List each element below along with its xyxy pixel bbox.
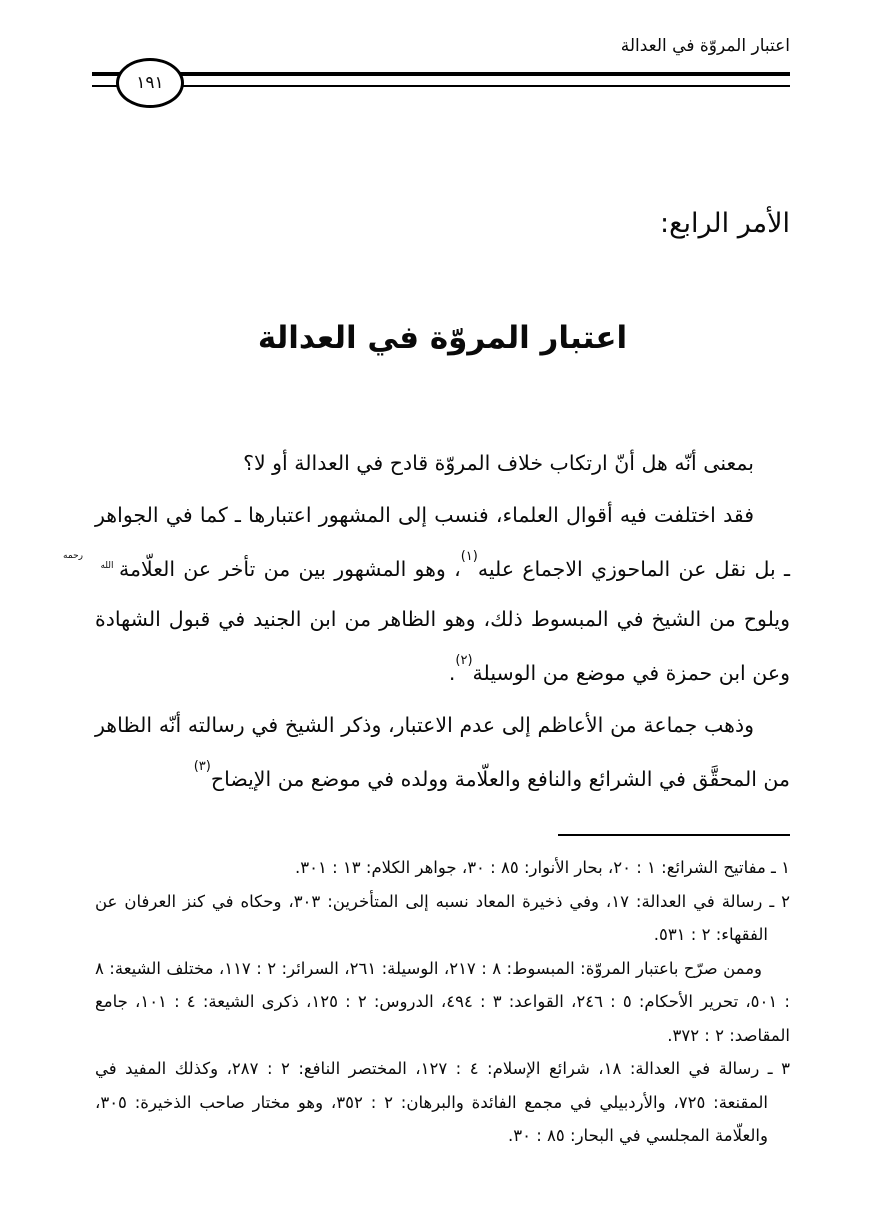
footnote-3: ٣ ـ رسالة في العدالة: ١٨، شرائع الإسلام: ٤ : ١٢٧، المختصر النافع: ٢ : ٢٨٧، وكذلك المفيد في المقنعة: ٧٢٥، والأردبيلي في مجمع الفائدة والبرهان: ٢ : ٣٥٢، وهو مختار صاحب الذخيرة: ٣٠٥، والعلّامة المجلسي في البحار: ٨٥ : ٣٠. [95, 1059, 790, 1145]
footnote-marker-1: (١) [460, 549, 478, 564]
page-title: اعتبار المروّة في العدالة [257, 320, 628, 356]
footnote-2-continuation: وممن صرّح باعتبار المروّة: المبسوط: ٨ : ٢١٧، الوسيلة: ٢٦١، السرائر: ٢ : ١١٧، مختلف الشيعة: ٨ : ٥٠١، تحرير الأحكام: ٥ : ٢٤٦، القواعد: ٣ : ٤٩٤، الدروس: ٢ : ١٢٥، ذكرى الشيعة: ٤ : ١٠١، جامع المقاصد: ٢ : ٣٧٢. [95, 958, 790, 1045]
body-text [63, 438, 790, 803]
rahimahullah-symbol: رحمه الله [63, 550, 114, 571]
footnote-separator [558, 834, 790, 836]
page-number-badge [116, 58, 184, 108]
footnote-marker-2: (٢) [455, 652, 473, 668]
footnote-marker-3: (٣) [193, 758, 211, 774]
page-number: ١٩١ [136, 73, 164, 93]
header-rule-thick [92, 72, 790, 76]
footnotes-block [95, 851, 790, 1153]
paragraph-2: فقد اختلفت فيه أقوال العلماء، فنسب إلى المشهور اعتبارها ـ كما في الجواهر ـ بل نقل عن الماحوزي الاجماع عليه$^{(١)}$، وهو المشهور بين من تأخر عن العلّامةرحمه الله ويلوح من الشيخ في المبسوط ذلك، وهو الظاهر من ابن الجنيد في قبول الشهادة وعن ابن حمزة في موضع من الوسيلة$^{(٢)}$. [63, 503, 790, 685]
footnote-2: ٢ ـ رسالة في العدالة: ١٧، وفي ذخيرة المعاد نسبه إلى المتأخرين: ٣٠٣، وحكاه في كنز العرفان عن الفقهاء: ٢ : ٥٣١. [95, 891, 790, 944]
header-rule-thin [92, 85, 790, 87]
footnote-1: ١ ـ مفاتيح الشرائع: ١ : ٢٠، بحار الأنوار: ٨٥ : ٣٠، جواهر الكلام: ١٣ : ٣٠١. [295, 858, 790, 877]
section-label: الأمر الرابع: [660, 208, 790, 239]
paragraph-1: بمعنى أنّه هل أنّ ارتكاب خلاف المروّة قادح في العدالة أو لا؟ [243, 451, 754, 475]
running-title: اعتبار المروّة في العدالة [620, 36, 790, 56]
paragraph-3: وذهب جماعة من الأعاظم إلى عدم الاعتبار، وذكر الشيخ في رسالته أنّه الظاهر من المحقَّق في الشرائع والنافع والعلّامة وولده في موضع من الإيضاح$^{(٣)}$ [95, 712, 790, 791]
